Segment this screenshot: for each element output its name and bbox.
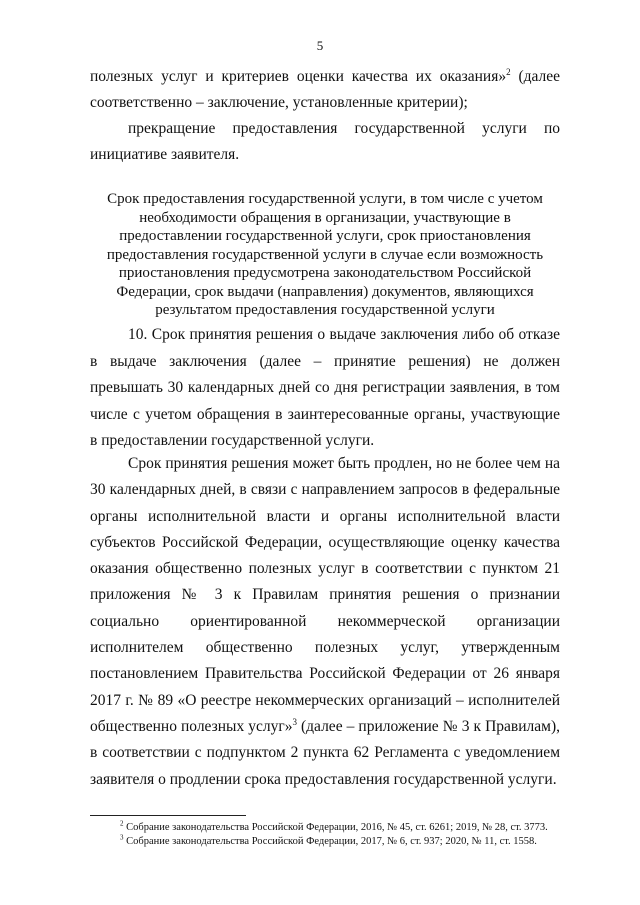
section-heading: Срок предоставления государственной услуги, в том числе с учетом необходимости обращения в организации, участвующие в предоставлении государственной услуги, срок приостановления предоставления государственной услуги в случае если возможность приостановления предусмотрена законодательством Российской Федерации, срок выдачи (направления) документов, являющихся результатом предоставления государственной услуги bbox=[106, 191, 544, 318]
paragraph-criteria-tail: (далее соответственно – заключение, установленные критерии); bbox=[90, 68, 561, 111]
footnote-mark: 3 bbox=[120, 833, 124, 842]
footnote-3 bbox=[120, 835, 580, 849]
footnotes bbox=[120, 821, 580, 849]
footnote-text: Собрание законодательства Российской Федерации, 2016, № 45, ст. 6261; 2019, № 28, ст. 3773. bbox=[123, 822, 548, 833]
paragraph-extension-tail: (далее – приложение № 3 к Правилам), в соответствии с подпунктом 2 пункта 62 Регламента с уведомлением заявителя о продлении срока предоставления государственной услуги. bbox=[90, 717, 560, 788]
paragraph-termination: прекращение предоставления государственной услуги по инициативе заявителя. bbox=[90, 120, 560, 163]
paragraph-10: 10. Срок принятия решения о выдаче заключения либо об отказе в выдаче заключения (далее – принятие решения) не должен превышать 30 календарных дней со дня регистрации заявления, в том числе с учетом обращения в заинтересованные органы, участвующие в предоставлении государственной услуги. bbox=[90, 326, 560, 449]
paragraph-extension-text: Срок принятия решения может быть продлен, но не более чем на 30 календарных дней, в связи с направлением запросов в федеральные органы исполнительной власти и органы исполнительной власти субъектов Российской Федерации, осуществляющие оценку качества оказания общественно полезных услуг в соответствии с пунктом 21 приложения № 3 к Правилам принятия решения о признании социально ориентированной некоммерческой организации исполнителем общественно полезных услуг, утвержденным постановлением Правительства Российской Федерации от 26 января 2017 г. № 89 «О реестре некоммерческих организаций – исполнителей общественно полезных услуг» bbox=[90, 455, 560, 735]
footnote-text: Собрание законодательства Российской Федерации, 2017, № 6, ст. 937; 2020, № 11, ст. 1558. bbox=[123, 836, 537, 847]
paragraph-criteria-text: полезных услуг и критериев оценки качества их оказания» bbox=[90, 68, 507, 85]
footnote-ref-3: 3 bbox=[292, 716, 297, 727]
footnote-mark: 2 bbox=[120, 819, 124, 828]
paragraph-criteria bbox=[90, 64, 560, 116]
footnote-ref-2: 2 bbox=[506, 66, 511, 77]
paragraph-extension bbox=[90, 451, 560, 793]
footnote-divider bbox=[90, 815, 246, 816]
page-number: 5 bbox=[316, 38, 324, 53]
footnote-2 bbox=[120, 821, 580, 835]
